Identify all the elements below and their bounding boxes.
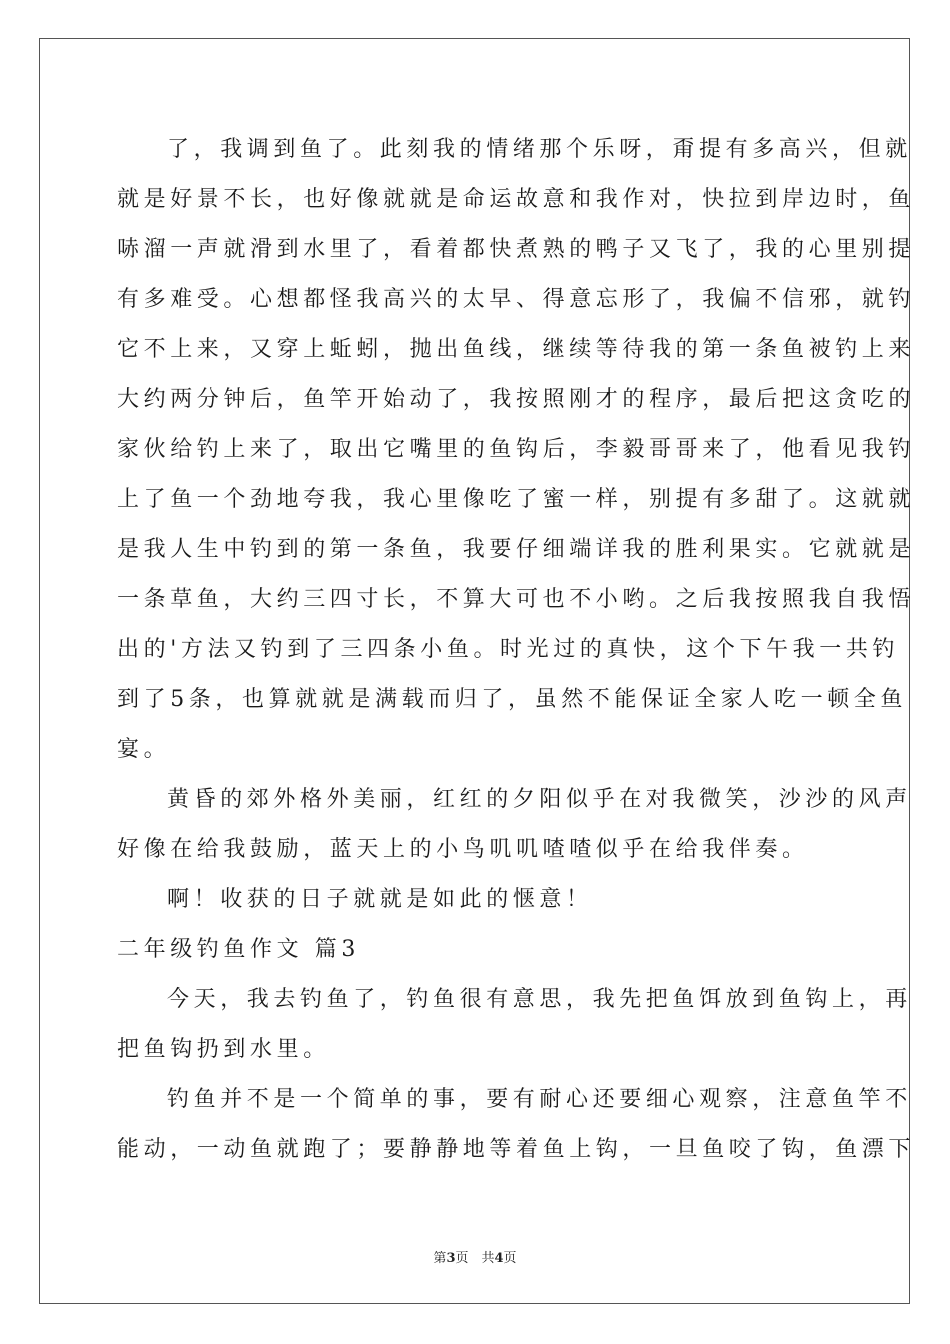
text-line: 它不上来，又穿上蚯蚓，抛出鱼线，继续等待我的第一条鱼被钓上来: [117, 337, 916, 362]
text-line: 二年级钓鱼作文 篇3: [117, 937, 360, 962]
text-line: 能动，一动鱼就跑了；要静静地等着鱼上钩，一旦鱼咬了钩，鱼漂下: [117, 1137, 916, 1162]
text-line: 是我人生中钓到的第一条鱼，我要仔细端详我的胜利果实。它就就是: [117, 537, 916, 562]
text-line: 宴。: [117, 737, 171, 762]
document-body: [117, 125, 916, 1175]
text-line: 上了鱼一个劲地夸我，我心里像吃了蜜一样，别提有多甜了。这就就: [117, 487, 916, 512]
text-line: 黄昏的郊外格外美丽，红红的夕阳似乎在对我微笑，沙沙的风声: [167, 787, 912, 812]
text-line: 大约两分钟后，鱼竿开始动了，我按照刚才的程序，最后把这贪吃的: [117, 387, 916, 412]
text-line: 到了5条，也算就就是满载而归了，虽然不能保证全家人吃一顿全鱼: [117, 687, 907, 712]
text-line: 有多难受。心想都怪我高兴的太早、得意忘形了，我偏不信邪，就钓: [117, 287, 916, 312]
text-line: 把鱼钩扔到水里。: [117, 1037, 330, 1062]
current-page-number: 3: [446, 1251, 456, 1266]
text-line: 一条草鱼，大约三四寸长，不算大可也不小哟。之后我按照我自我悟: [117, 587, 916, 612]
text-line: 家伙给钓上来了，取出它嘴里的鱼钩后，李毅哥哥来了，他看见我钓: [117, 437, 916, 462]
text-line: 好像在给我鼓励，蓝天上的小鸟叽叽喳喳似乎在给我伴奏。: [117, 837, 809, 862]
text-line: 就是好景不长，也好像就就是命运故意和我作对，快拉到岸边时，鱼: [117, 187, 916, 212]
text-line: 啊！收获的日子就就是如此的惬意！: [167, 887, 593, 912]
text-line: 今天，我去钓鱼了，钓鱼很有意思，我先把鱼饵放到鱼钩上，再: [167, 987, 912, 1012]
text-line: 出的'方法又钓到了三四条小鱼。时光过的真快，这个下午我一共钓: [117, 637, 900, 662]
footer-suffix: 页: [503, 1251, 517, 1266]
footer-mid: 页 共: [455, 1251, 495, 1266]
text-line: 哧溜一声就滑到水里了，看着都快煮熟的鸭子又飞了，我的心里别提: [117, 237, 916, 262]
text-line: 钓鱼并不是一个简单的事，要有耐心还要细心观察，注意鱼竿不: [167, 1087, 912, 1112]
footer-prefix: 第: [433, 1251, 447, 1266]
total-page-number: 4: [494, 1251, 504, 1266]
text-line: 了，我调到鱼了。此刻我的情绪那个乐呀，甭提有多高兴，但就: [167, 137, 912, 162]
page-footer: [0, 1247, 950, 1266]
